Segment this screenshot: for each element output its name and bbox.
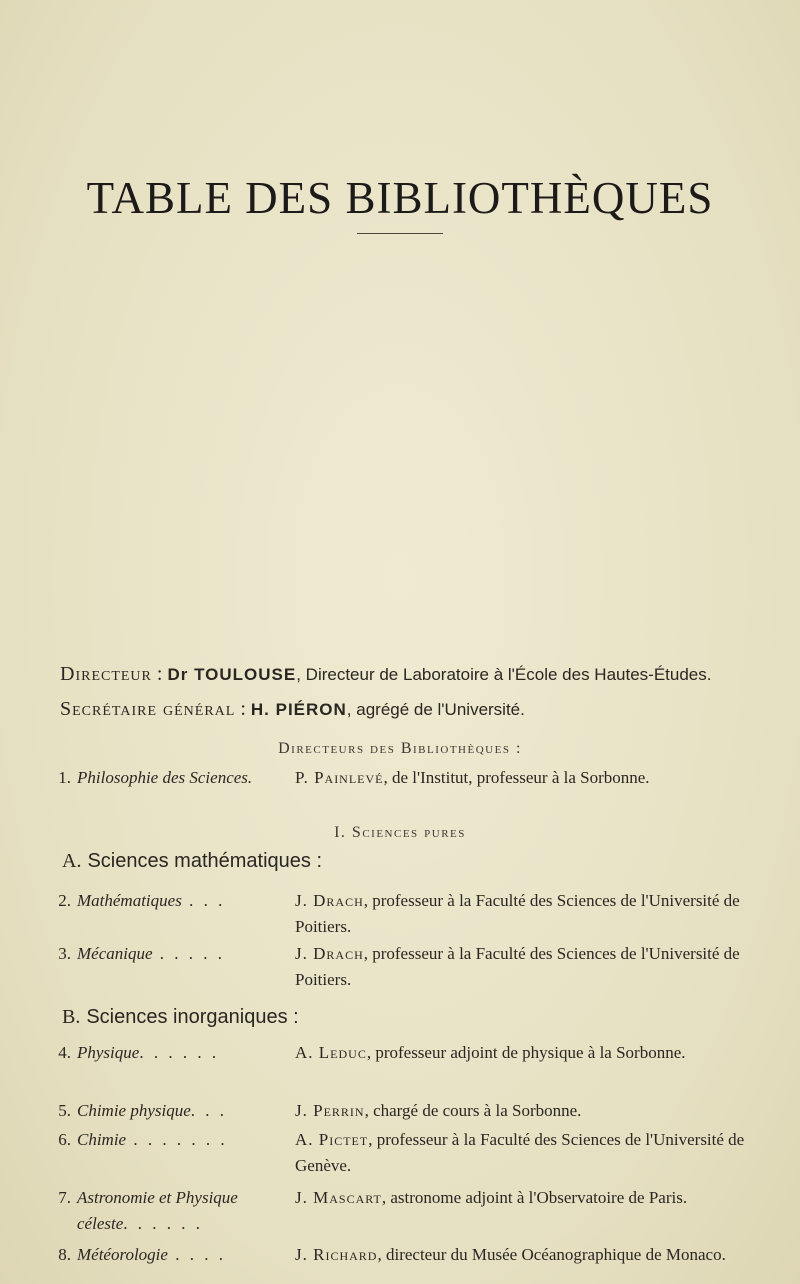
section-letter: A. [62,850,82,872]
entry-description [295,888,745,940]
entry-detail: , chargé de cours à la Sorbonne. [364,1101,582,1120]
section-b-heading [62,1006,299,1029]
director-line [60,663,711,686]
entry-subject-text: Chimie physique [77,1101,191,1120]
entry-dots: . . . [190,1101,228,1120]
entry-detail: , professeur adjoint de physique à la Sorbonne. [366,1043,686,1062]
entry-description [295,941,745,993]
entry-number: 8. [58,1245,71,1264]
entry-subject-text: Physique [77,1043,140,1062]
entry-subject-text: Astronomie et Physique céleste [77,1188,238,1233]
page-title: TABLE DES BIBLIOTHÈQUES [86,173,714,224]
entry-number: 1. [58,768,71,787]
entry-subject-text: Météorologie [77,1245,168,1264]
entry-person: P. Painlevé [295,768,384,787]
part-heading: I. Sciences pures [334,824,466,841]
entry-description [295,765,745,791]
entry-number: 2. [58,891,71,910]
entry-person: J. Mascart [295,1188,382,1207]
section-label: Sciences mathématiques : [87,850,323,872]
entry-subject [77,1040,291,1066]
entry-description [295,1242,745,1268]
entry-detail: , de l'Institut, professeur à la Sorbonne. [383,768,650,787]
entry-number: 3. [58,944,71,963]
entry-subject-text: Chimie [77,1130,127,1149]
director-rest: , Directeur de Laboratoire à l'École des Hautes-Études. [296,665,712,684]
entry-dots: . . . . . [152,944,226,963]
entry-number: 6. [58,1130,71,1149]
entry-detail: , directeur du Musée Océanographique de Monaco. [377,1245,726,1264]
entry-number: 7. [58,1188,71,1207]
entry-person: J. Perrin [295,1101,365,1120]
entry-person: J. Drach [295,891,364,910]
entry-dots: . . . [181,891,226,910]
director-name: Dr TOULOUSE [167,665,297,684]
entry-subject [77,941,291,967]
title-rule [357,233,443,234]
entry-subject-text: Mathématiques [77,891,182,910]
entry-subject [77,1127,291,1153]
secretary-sep: : [235,698,251,720]
entry-detail: , astronome adjoint à l'Observatoire de Paris. [381,1188,688,1207]
entry-description [295,1127,745,1179]
entry-dots: . . . . . . [139,1043,220,1062]
entry-number: 5. [58,1101,71,1120]
directors-heading: Directeurs des Bibliothèques : [278,740,522,757]
entry-dots: . . . . . . . [126,1130,228,1149]
section-letter: B. [62,1006,81,1028]
entry-person: J. Drach [295,944,364,963]
secretary-role: Secrétaire général [60,698,236,720]
entry-person: J. Richard [295,1245,378,1264]
entry-dots: . . . . . . [123,1214,203,1233]
section-a-heading [62,850,322,873]
entry-number: 4. [58,1043,71,1062]
entry-subject [77,1242,291,1268]
entry-person: A. Pictet [295,1130,369,1149]
secretary-line [60,698,525,721]
entry-description [295,1040,745,1066]
entry-dots: . . . . [167,1245,226,1264]
entry-description [295,1098,745,1124]
entry-description [295,1185,745,1211]
entry-detail: , professeur à la Faculté des Sciences de l'Université de Genève. [295,1130,745,1175]
entry-subject [77,1185,291,1237]
entry-detail: , professeur à la Faculté des Sciences de l'Université de Poitiers. [295,891,740,936]
entry-person: A. Leduc [295,1043,367,1062]
secretary-rest: , agrégé de l'Université. [346,700,525,719]
entry-subject [77,1098,291,1124]
entry-subject: Philosophie des Sciences. [77,768,253,787]
director-sep: : [151,663,168,685]
entry-subject-text: Mécanique [77,944,153,963]
entry-subject [77,888,291,914]
director-role: Directeur [60,663,152,685]
secretary-name: H. PIÉRON [250,700,347,719]
section-label: Sciences inorganiques : [86,1006,299,1028]
entry-detail: , professeur à la Faculté des Sciences de l'Université de Poitiers. [295,944,740,989]
